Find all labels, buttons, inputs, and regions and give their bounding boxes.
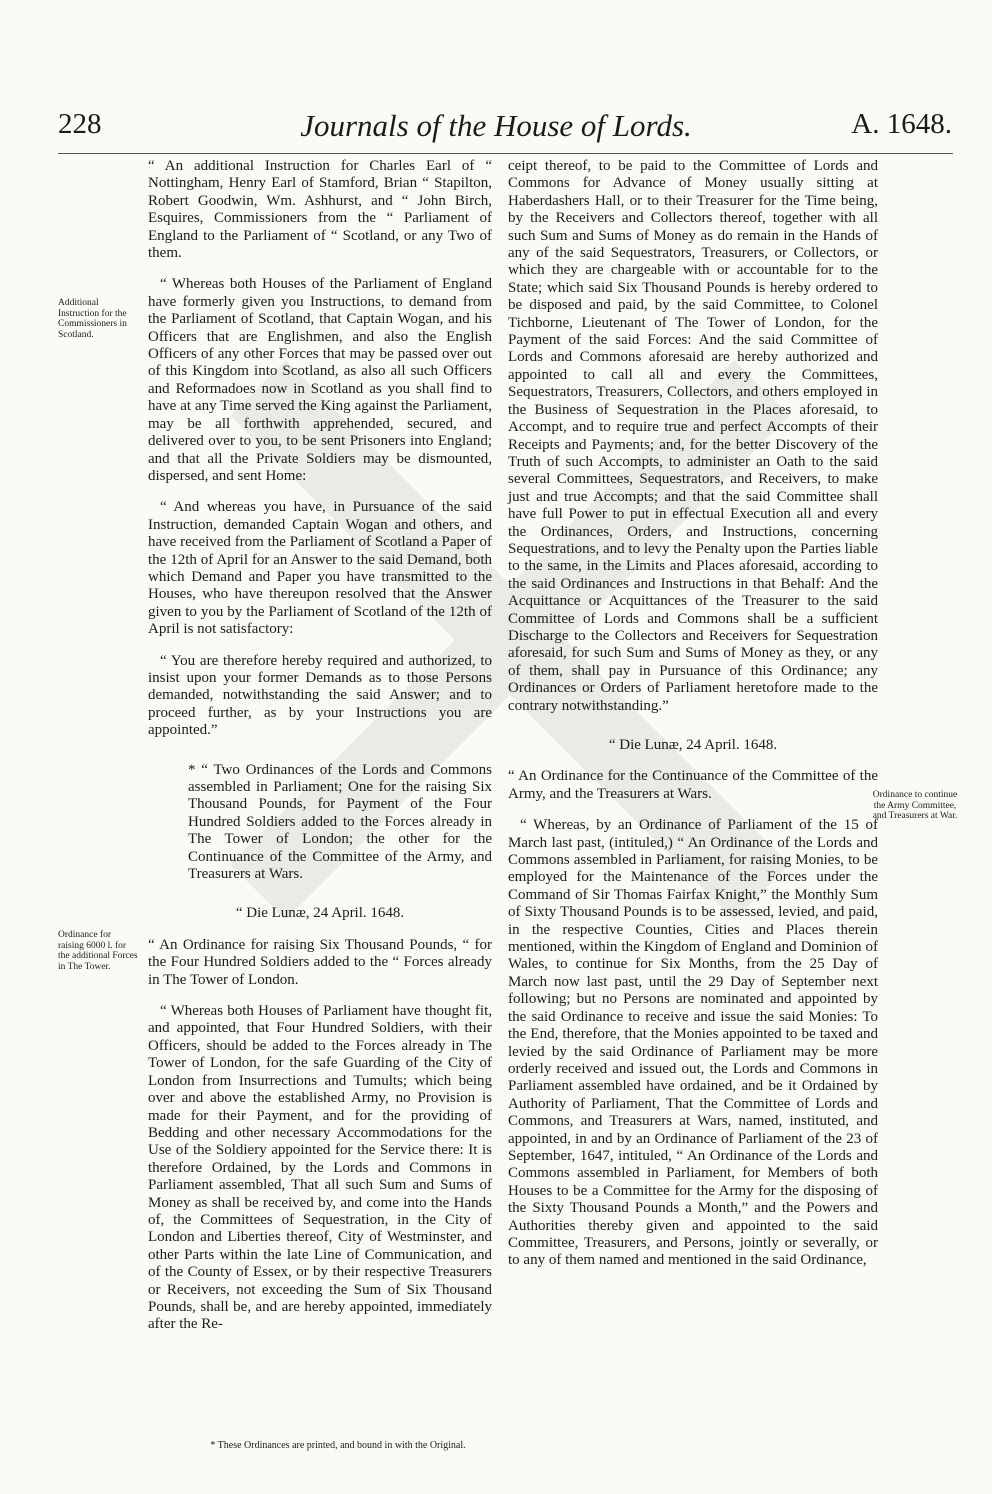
page-header bbox=[0, 108, 992, 148]
margin-note-additional-instruction: Additional Instruction for the Commissioners in Scotland. bbox=[58, 298, 127, 340]
ordinance-2-body: “ Whereas, by an Ordinance of Parliament of the 15 of March last past, (intituled,) “ An Ordinance of the Lords and Commons assembled in Parliament, for raising Monies, to be employed for the Maintenance of the Forces under the Command of Sir Thomas Fairfax Knight,” the Monthly Sum of Sixty Thousand Pounds is to be assessed, levied, and paid, in the respective Counties, Cities and Places therein mentioned, within the Kingdom of England and Dominion of Wales, to continue for Six Months, from the 25 Day of March now last past, until the 29 Day of September next following; but no Persons are nominated and appointed by the said Ordinance to receive and issue the said Monies: To the End, therefore, that the Monies appointed to be taxed and levied by the said Ordinance of Parliament may be more orderly received and issued out, the Lords and Commons in Parliament assembled have ordained, and be it Ordained by Authority of Parliament, That the Committee of Lords and Commons, and Treasurers at Wars, named, instituted, and appointed, in and by an Ordinance of Parliament of the 23 of September, 1647, intituled, “ An Ordinance of the Lords and Commons assembled in Parliament, for Members of both Houses to be a Committee for the Army for the disposing of the Sixty Thousand Pounds a Month,” and the Powers and Authorities thereby given and appointed to the said Committee, Treasurers, and Persons, jointly or severally, or to any of them named and mentioned in the said Ordinance, bbox=[508, 817, 878, 1269]
margin-note-army-committee: Ordinance to continue the Army Committee, and Treasurers at War. bbox=[872, 790, 958, 821]
page-number: 228 bbox=[58, 108, 102, 140]
date-heading-1: “ Die Lunæ, 24 April. 1648. bbox=[235, 905, 405, 922]
instruction-paragraph-2: “ And whereas you have, in Pursuance of the said Instruction, demanded Captain Wogan and others, and have received from the Parliament of Scotland a Paper of the 12th of April for an Answer to the said Demand, both which Demand and Paper you have transmitted to the Houses, who have thereupon resolved that the Answer given to you by the Parliament of Scotland of the 12th of April is not satisfactory: bbox=[148, 499, 492, 638]
ordinance-1-continuation: ceipt thereof, to be paid to the Committee of Lords and Commons for Advance of Money usually sitting at Haberdashers Hall, or to their Treasurer for the Time being, by the Receivers and Collectors thereof, together with all such Sum and Sums of Money as do remain in the Hands of any of the said Sequestrators, Treasurers, or Collectors, or which they are chargeable with or accountable for to the State; which said Six Thousand Pounds is hereby ordered to be disposed and paid, by the said Committee, to Colonel Tichborne, Lieutenant of The Tower of London, for the Payment of the said Forces: And the said Committee of Lords and Commons aforesaid are hereby authorized and appointed to call all and every the Committees, Sequestrators, Treasurers, Collectors, and others employed in the Business of Sequestration in the Places aforesaid, to Accompt, and to require true and perfect Accompts of their Receipts and Payments; and, for the better Discovery of the Truth of such Accompts, to administer an Oath to the said several Committees, Sequestrators, and Receivers, to make just and true Accompts; and that the said Committee shall have full Power to put in effectual Execution all and every the Ordinances, Orders, and Instructions, concerning Sequestrations, and to levy the Penalty upon the Parties liable to the same, in the Limits and Places aforesaid, according to the said Ordinances and Instructions in that Behalf: And the Acquittance or Acquittances of the Treasurer to the said Committee of Lords and Commons shall be a sufficient Discharge to the Collectors and Receivers for Sequestration aforesaid, for such Sum and Sums of Money as they, or any of them, shall pay in Pursuance of this Ordinance; any Ordinances or Orders of Parliament heretofore made to the contrary notwithstanding.” bbox=[508, 158, 878, 714]
year-heading: A. 1648. bbox=[851, 108, 952, 140]
left-column bbox=[148, 158, 492, 1334]
ordinance-2-title: “ An Ordinance for the Continuance of the Committee of the Army, and the Treasurers at Wars. bbox=[508, 768, 878, 802]
ordinance-1-title: “ An Ordinance for raising Six Thousand Pounds, “ for the Four Hundred Soldiers added to the “ Forces already in The Tower of London. bbox=[148, 936, 492, 988]
ordinance-1-body: “ Whereas both Houses of Parliament have thought fit, and appointed, that Four Hundred Soldiers, with their Officers, should be added to the Forces already in The Tower of London, for the safe Guarding of the City of London from Insurrections and Tumults; which being over and above the established Army, no Provision is made for their Payment, and for the providing of Bedding and other necessary Accommodations for the Use of the Soldiery appointed for the Service there: It is therefore Ordained, by the Lords and Commons in Parliament assembled, That all such Sum and Sums of Money as shall be received by, and come into the Hands of, the Committees of Sequestration, in the City of London and Liberties thereof, City of Westminster, and other Parts within the late Line of Communication, and of the County of Essex, or by their respective Treasurers or Receivers, not exceeding the Sum of Six Thousand Pounds, shall be, and are hereby appointed, immediately after the Re- bbox=[148, 1003, 492, 1333]
margin-note-ordinance-6000: Ordinance for raising 6000 l. for the additional Forces in The Tower. bbox=[58, 930, 138, 972]
header-rule bbox=[58, 153, 953, 154]
ordinances-heading: * “ Two Ordinances of the Lords and Commons assembled in Parliament; One for the raising Six Thousand Pounds, for Payment of the Four Hundred Soldiers added to the Forces already in The Tower of London; the other for the Continuance of the Committee of the Army, and Treasurers at Wars. bbox=[188, 761, 492, 883]
right-column bbox=[508, 158, 878, 1270]
date-heading-2: “ Die Lunæ, 24 April. 1648. bbox=[608, 737, 778, 753]
instruction-title: “ An additional Instruction for Charles Earl of “ Nottingham, Henry Earl of Stamford, Brian “ Stapilton, Robert Goodwin, Wm. Ashhurst, and “ John Birch, Esquires, Commissioners from the “ Parliament of England to the Parliament of “ Scotland, or any Two of them. bbox=[148, 158, 492, 262]
footnote: * These Ordinances are printed, and bound in with the Original. bbox=[210, 1440, 466, 1451]
instruction-paragraph-3: “ You are therefore hereby required and authorized, to insist upon your former Demands as to those Persons demanded, notwithstanding the said Answer; and to proceed further, as by your Instructions you are appointed.” bbox=[148, 652, 492, 739]
running-head: Journals of the House of Lords. bbox=[300, 108, 692, 143]
instruction-paragraph-1: “ Whereas both Houses of the Parliament of England have formerly given you Instructions, to demand from the Parliament of Scotland, that Captain Wogan, and his Officers that are Englishmen, and also the English Officers of any other Forces that may be passed over out of this Kingdom into Scotland, as also all such Officers and Reformadoes now in Scotland as you shall find to have at any Time served the King against the Parliament, may be all forthwith apprehended, secured, and delivered over to you, to be sent Prisoners into England; and that all the Private Soldiers may be dismounted, dispersed, and sent Home: bbox=[148, 276, 492, 484]
